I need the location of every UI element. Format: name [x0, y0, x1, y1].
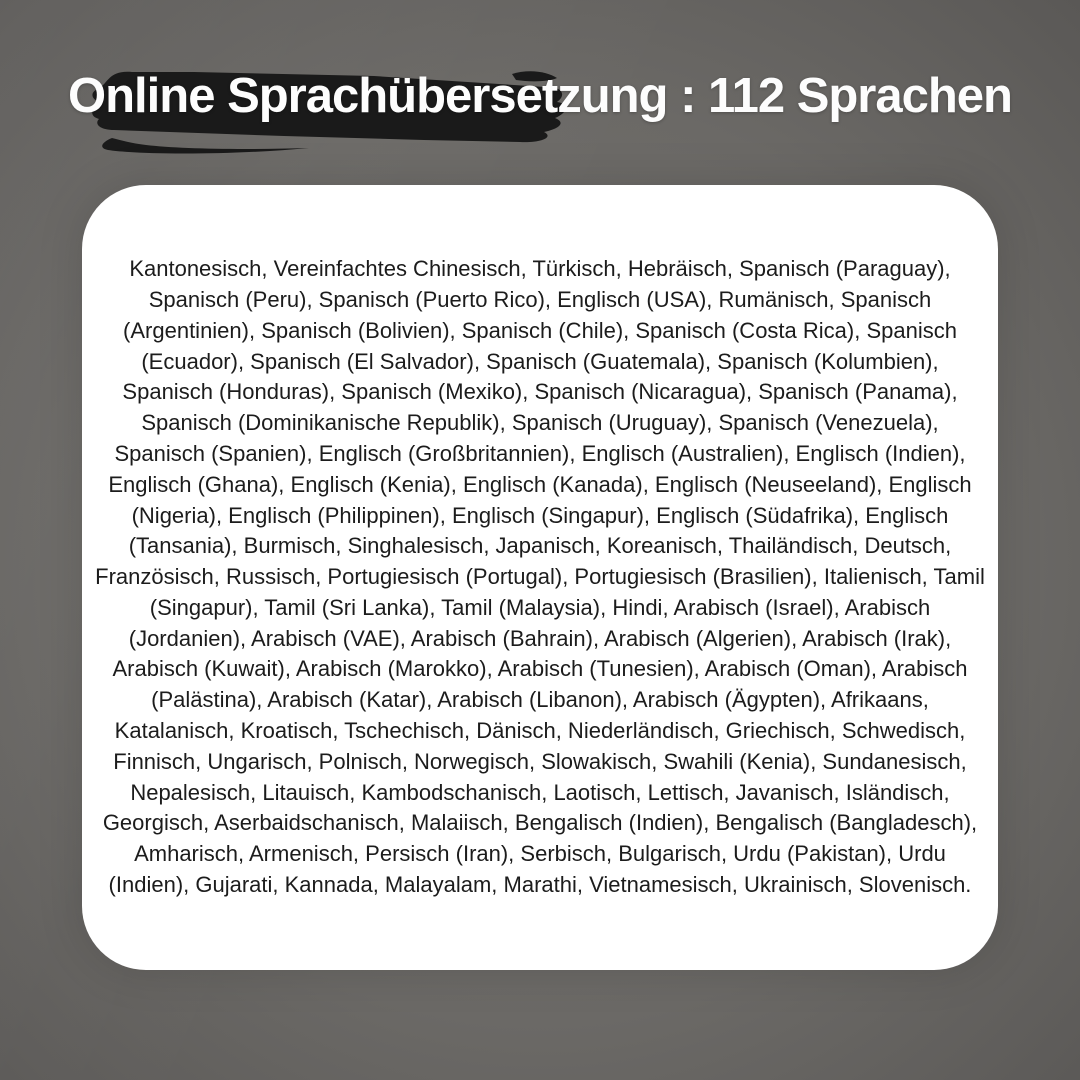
page-title: Online Sprachübersetzung : 112 Sprachen: [68, 69, 1012, 123]
languages-card: [82, 185, 998, 970]
header: [0, 0, 1080, 170]
languages-list: Kantonesisch, Vereinfachtes Chinesisch, Türkisch, Hebräisch, Spanisch (Paraguay), Spanisch (Peru), Spanisch (Puerto Rico), Englisch (USA), Rumänisch, Spanisch (Argentinien), Spanisch (Bolivien), Spanisch (Chile), Spanisch (Costa Rica), Spanisch (Ecuador), Spanisch (El Salvador), Spanisch (Guatemala), Spanisch (Kolumbien), Spanisch (Honduras), Spanisch (Mexiko), Spanisch (Nicaragua), Spanisch (Panama), Spanisch (Dominikanische Republik), Spanisch (Uruguay), Spanisch (Venezuela), Spanisch (Spanien), Englisch (Großbritannien), Englisch (Australien), Englisch (Indien), Englisch (Ghana), Englisch (Kenia), Englisch (Kanada), Englisch (Neuseeland), Englisch (Nigeria), Englisch (Philippinen), Englisch (Singapur), Englisch (Südafrika), Englisch (Tansania), Burmisch, Singhalesisch, Japanisch, Koreanisch, Thailändisch, Deutsch, Französisch, Russisch, Portugiesisch (Portugal), Portugiesisch (Brasilien), Italienisch, Tamil (Singapur), Tamil (Sri Lanka), Tamil (Malaysia), Hindi, Arabisch (Israel), Arabisch (Jordanien), Arabisch (VAE), Arabisch (Bahrain), Arabisch (Algerien), Arabisch (Irak), Arabisch (Kuwait), Arabisch (Marokko), Arabisch (Tunesien), Arabisch (Oman), Arabisch (Palästina), Arabisch (Katar), Arabisch (Libanon), Arabisch (Ägypten), Afrikaans, Katalanisch, Kroatisch, Tschechisch, Dänisch, Niederländisch, Griechisch, Schwedisch, Finnisch, Ungarisch, Polnisch, Norwegisch, Slowakisch, Swahili (Kenia), Sundanesisch, Nepalesisch, Litauisch, Kambodschanisch, Laotisch, Lettisch, Javanisch, Isländisch, Georgisch, Aserbaidschanisch, Malaiisch, Bengalisch (Indien), Bengalisch (Bangladesch), Amharisch, Armenisch, Persisch (Iran), Serbisch, Bulgarisch, Urdu (Pakistan), Urdu (Indien), Gujarati, Kannada, Malayalam, Marathi, Vietnamesisch, Ukrainisch, Slovenisch.: [95, 256, 985, 898]
